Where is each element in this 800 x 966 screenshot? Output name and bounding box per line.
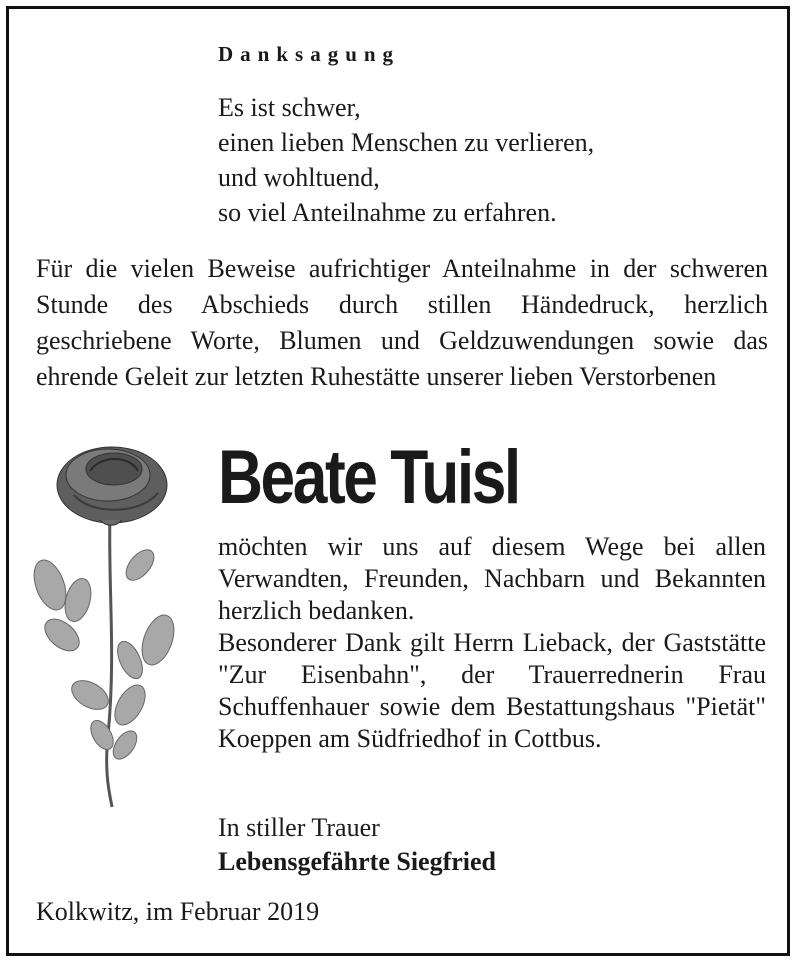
thanks-text: möchten wir uns auf diesem Wege bei allen Verwandten, Freunden, Nachbarn und Bekannten herzlich bedanken. [218,532,766,625]
poem-line: so viel Anteilnahme zu erfahren. [218,198,557,227]
rose-image [30,435,190,815]
poem [218,90,594,230]
place-date: Kolkwitz, im Februar 2019 [36,897,320,926]
poem-line: und wohltuend, [218,163,380,192]
signature: Lebensgefährte Siegfried [218,847,497,876]
mourning-phrase: In stiller Trauer [218,813,380,842]
poem-line: Es ist schwer, [218,93,361,122]
special-thanks-text: Besonderer Dank gilt Herrn Lieback, der Gaststätte "Zur Eisenbahn", der Trauerrednerin Frau Schuffenhauer sowie dem Bestattungshaus "Pietät" Koeppen am Südfriedhof in Cottbus. [218,628,766,753]
mourning-block [218,811,496,879]
heading: Danksagung [218,42,401,66]
deceased-name: Beate Tuisl [218,435,519,520]
intro-paragraph: Für die vielen Beweise aufrichtiger Anteilnahme in der schweren Stunde des Abschieds durch stillen Händedruck, herzlich geschriebene Worte, Blumen und Geldzuwendungen sowie das ehrende Geleit zur letzten Ruhestätte unserer lieben Verstorbenen [36,254,768,391]
poem-line: einen lieben Menschen zu verlieren, [218,128,595,157]
thanks-paragraph [218,531,766,755]
